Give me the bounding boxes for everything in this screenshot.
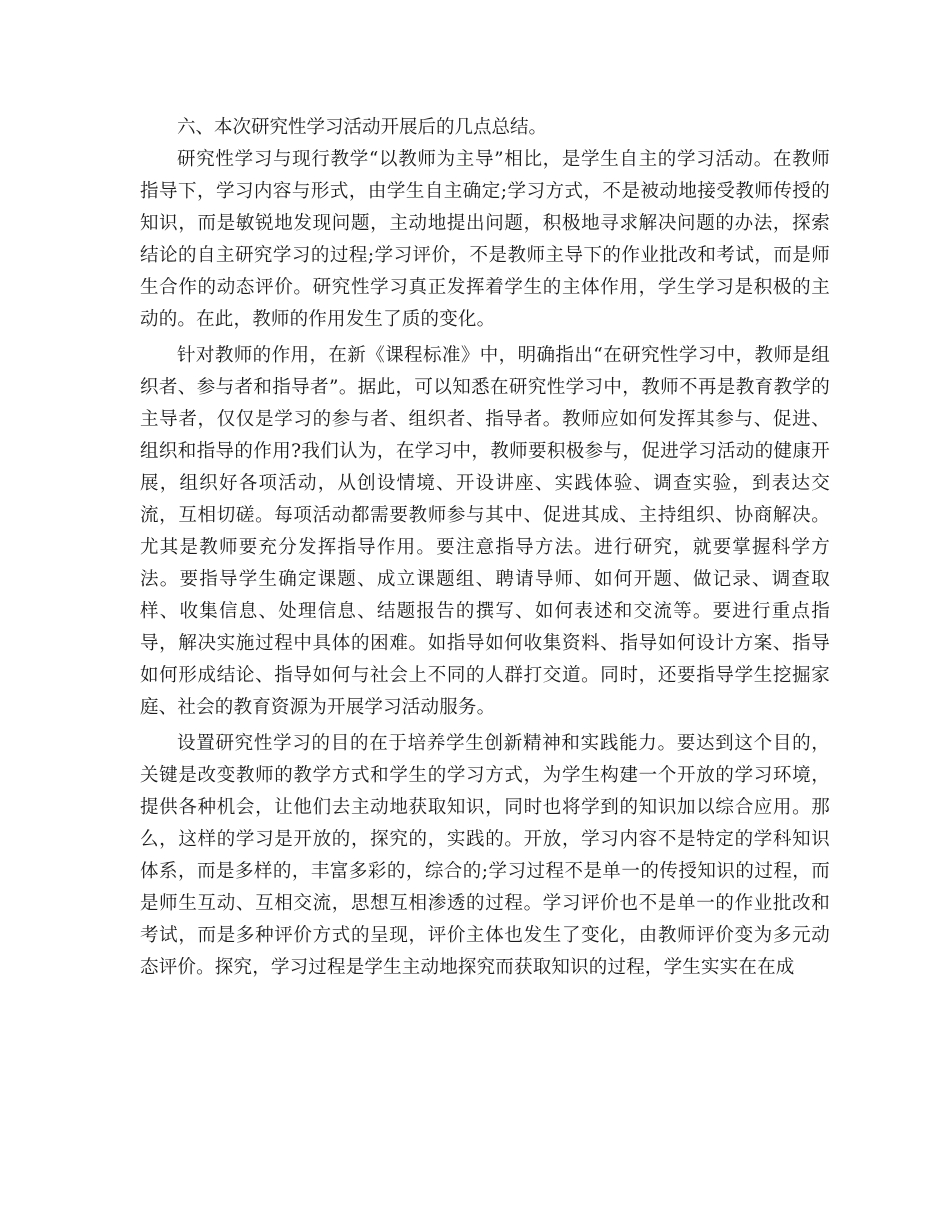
paragraph-1: 研究性学习与现行教学“以教师为主导”相比，是学生自主的学习活动。在教师指导下，学习内容与形式，由学生自主确定;学习方式，不是被动地接受教师传授的知识，而是敏锐地发现问题，主动地提出问题，积极地寻求解决问题的办法，探索结论的自主研究学习的过程;学习评价，不是教师主导下的作业批改和考试，而是师生合作的动态评价。研究性学习真正发挥着学生的主体作用，学生学习是积极的主动的。在此，教师的作用发生了质的变化。 bbox=[140, 149, 830, 330]
section-heading: 六、本次研究性学习活动开展后的几点总结。 bbox=[177, 117, 548, 138]
document-body bbox=[140, 112, 830, 988]
paragraph-2: 针对教师的作用，在新《课程标准》中，明确指出“在研究性学习中，教师是组织者、参与者和指导者”。据此，可以知悉在研究性学习中，教师不再是教育教学的主导者，仅仅是学习的参与者、组织者、指导者。教师应如何发挥其参与、促进、组织和指导的作用?我们认为，在学习中，教师要积极参与，促进学习活动的健康开展，组织好各项活动，从创设情境、开设讲座、实践体验、调查实验，到表达交流，互相切磋。每项活动都需要教师参与其中、促进其成、主持组织、协商解决。尤其是教师要充分发挥指导作用。要注意指导方法。进行研究，就要掌握科学方法。要指导学生确定课题、成立课题组、聘请导师、如何开题、做记录、调查取样、收集信息、处理信息、结题报告的撰写、如何表述和交流等。要进行重点指导，解决实施过程中具体的困难。如指导如何收集资料、指导如何设计方案、指导如何形成结论、指导如何与社会上不同的人群打交道。同时，还要指导学生挖掘家庭、社会的教育资源为开展学习活动服务。 bbox=[140, 345, 830, 718]
paragraph-3: 设置研究性学习的目的在于培养学生创新精神和实践能力。要达到这个目的，关键是改变教师的教学方式和学生的学习方式，为学生构建一个开放的学习环境，提供各种机会，让他们去主动地获取知识，同时也将学到的知识加以综合应用。那么，这样的学习是开放的，探究的，实践的。开放，学习内容不是特定的学科知识体系，而是多样的，丰富多彩的，综合的;学习过程不是单一的传授知识的过程，而是师生互动、互相交流，思想互相渗透的过程。学习评价也不是单一的作业批改和考试，而是多种评价方式的呈现，评价主体也发生了变化，由教师评价变为多元动态评价。探究，学习过程是学生主动地探究而获取知识的过程，学生实实在在成 bbox=[140, 733, 830, 978]
